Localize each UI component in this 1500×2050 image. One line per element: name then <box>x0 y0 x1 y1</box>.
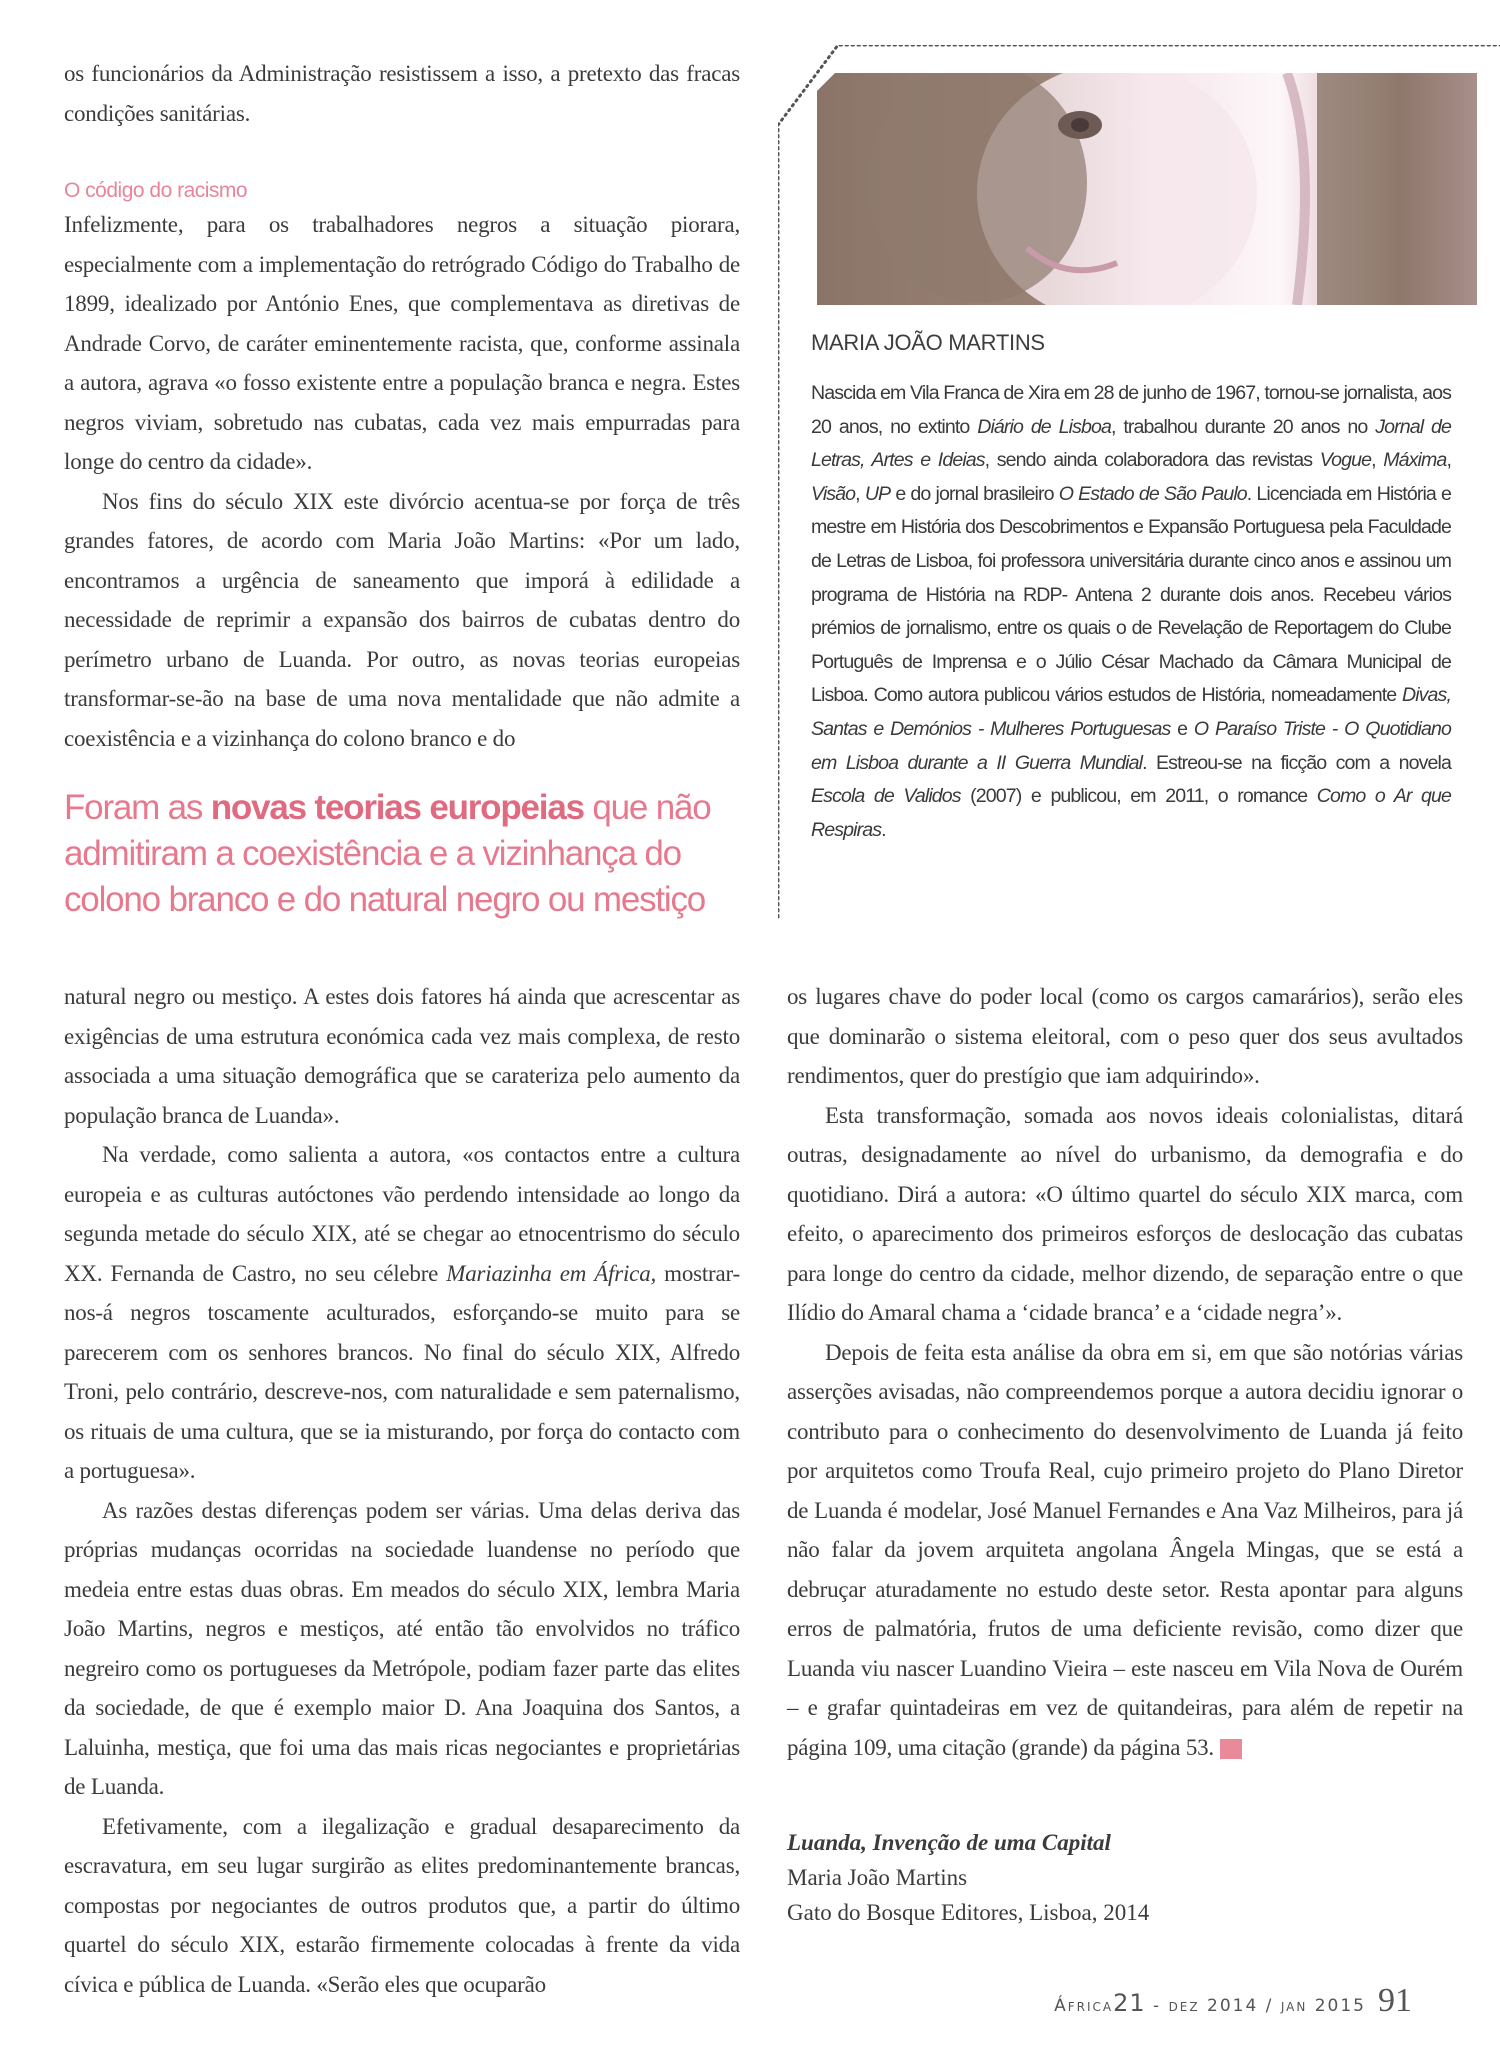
bio-text: . <box>881 818 886 841</box>
publication-title: Como o Ar que Respiras <box>811 785 1452 841</box>
intro-paragraph: os funcionários da Administração resistissem a isso, a pretexto das fracas condições sanitárias. <box>64 61 740 126</box>
page-number: 91 <box>1378 1982 1412 2019</box>
publication-title: Vogue <box>1319 449 1372 472</box>
body-text: Depois de feita esta análise da obra em si, em que são notórias várias asserções avisadas, não compreendemos porque a autora decidiu ignorar o contributo para o conhecimento do desenvolvimento de Luanda já feito por arquitetos como Troufa Real, cujo primeiro projeto do Plano Diretor de Luanda é modelar, José Manuel Fernandes e Ana Vaz Milheiros, para já não falar da jovem arquiteta angolana Ângela Mingas, que se está a debruçar aturadamente no estudo deste setor. Resta apontar para alguns erros de palmatória, frutos de uma deficiente revisão, como dizer que Luanda viu nascer Luandino Vieira – este nasceu em Vila Nova de Ourém – e grafar quintadeiras em vez de quitandeiras, para além de repetir na página 109, uma citação (grande) da página 53. <box>787 1339 1463 1760</box>
magazine-name: África <box>1054 1996 1114 2016</box>
pull-quote-rest: que não admitiram a coexistência e a vizinhança do colono branco e do natural negro ou mestiço <box>64 788 711 919</box>
book-reference <box>787 1825 1149 1930</box>
article-column-left-top <box>64 54 740 758</box>
publication-title: Visão <box>811 482 856 505</box>
body-text: mostrar-nos-á negros toscamente aculturados, esforçando-se muito para se parecerem com os senhores brancos. No final do século XIX, Alfredo Troni, pelo contrário, descreve-nos, com naturalidade e sem paternalismo, os rituais de uma cultura, que se ia misturando, por força do contacto com a portuguesa». <box>64 1260 740 1483</box>
section-subheading: O código do racismo <box>64 179 248 202</box>
bio-text: , <box>855 482 865 505</box>
body-paragraph: Nos fins do século XIX este divórcio acentua-se por força de três grandes fatores, de acordo com Maria João Martins: «Por um lado, encontramos a urgência de saneamento que imporá à edilidade a necessidade de reprimir a expansão dos bairros de cubatas dentro do perímetro urbano de Luanda. Por outro, as novas teorias europeias transformar-se-ão na base de uma nova mentalidade que não admite a coexistência e a vizinhança do colono branco e do <box>64 488 740 751</box>
pull-quote <box>64 785 754 923</box>
author-bio <box>811 377 1451 847</box>
body-paragraph: Infelizmente, para os trabalhadores negros a situação piorara, especialmente com a implementação do retrógrado Código do Trabalho de 1899, idealizado por António Enes, que complementava as diretivas de Andrade Corvo, de caráter eminentemente racista, que, conforme assinala a autora, agrava «o fosso existente entre a população branca e negra. Estes negros viviam, sobretudo nas cubatas, cada vez mais empurradas para longe do centro da cidade». <box>64 212 740 474</box>
bio-text: e <box>1170 717 1194 740</box>
bio-text: Nascida em Vila Franca de Xira em 28 de junho de 1967, tornou-se jornalista, aos 20 anos, no extinto <box>811 382 1451 438</box>
body-paragraph: os lugares chave do poder local (como os cargos camarários), serão eles que dominarão o sistema eleitoral, com o peso quer dos seus avultados rendimentos, quer do prestígio que iam adquirindo». <box>787 984 1463 1088</box>
publication-title: O Estado de São Paulo <box>1058 482 1247 505</box>
book-publisher: Gato do Bosque Editores, Lisboa, 2014 <box>787 1900 1150 1925</box>
magazine-issue <box>1054 1989 1366 2017</box>
bio-text: e do jornal brasileiro <box>890 482 1059 505</box>
page-footer <box>1054 1982 1412 2020</box>
publication-title: Escola de Validos <box>811 785 961 808</box>
pull-quote-lead: Foram as <box>64 788 211 827</box>
africa21-logo-icon: A <box>1220 1739 1242 1759</box>
bio-text: , <box>1446 449 1451 472</box>
publication-title: Máxima <box>1383 449 1447 472</box>
body-paragraph: natural negro ou mestiço. A estes dois fatores há ainda que acrescentar as exigências de uma estrutura económica cada vez mais complexa, de resto associada a uma situação demográfica que se carateriza pelo aumento da população branca de Luanda». <box>64 984 740 1128</box>
body-text: Na verdade, como salienta a autora, «os contactos entre a cultura europeia e as culturas autóctones vão perdendo intensidade ao longo da segunda metade do século XIX, até se chegar ao etnocentrismo do século XX. Fernanda de Castro, no seu célebre <box>64 1142 740 1286</box>
publication-title: Diário de Lisboa <box>977 415 1111 438</box>
issue-date: - dez 2014 / jan 2015 <box>1145 1996 1366 2016</box>
pull-quote-emphasis: novas teorias europeias <box>210 788 584 827</box>
bio-text: , <box>1371 449 1384 472</box>
author-photo <box>817 73 1477 305</box>
portrait-image <box>817 73 1477 305</box>
bio-text: , trabalhou durante 20 anos no <box>1110 415 1376 438</box>
author-name: MARIA JOÃO MARTINS <box>811 330 1045 355</box>
body-paragraph: As razões destas diferenças podem ser várias. Uma delas deriva das próprias mudanças ocorridas na sociedade luandense no período que medeia entre estas duas obras. Em meados do século XIX, lembra Maria João Martins, negros e mestiços, até então tão envolvidos no tráfico negreiro como os portugueses da Metrópole, podiam fazer parte das elites da sociedade, de que é exemplo maior D. Ana Joaquina dos Santos, a Laluinha, mestiça, que foi uma das mais ricas negociantes e proprietárias de Luanda. <box>64 1497 740 1799</box>
publication-title: Divas, Santas e Demónios - Mulheres Portuguesas <box>811 684 1451 740</box>
bio-text: . Estreou-se na ficção com a novela <box>1142 751 1451 774</box>
bio-text: (2007) e publicou, em 2011, o romance <box>960 785 1317 808</box>
body-paragraph <box>787 1333 1463 1768</box>
bio-text: , sendo ainda colaboradora das revistas <box>984 449 1320 472</box>
article-column-right-bottom <box>787 977 1463 1767</box>
bio-text: . Licenciada em História e mestre em História dos Descobrimentos e Expansão Portuguesa pela Faculdade de Letras de Lisboa, foi professora universitária durante cinco anos e assinou um programa de História na RDP- Antena 2 durante dois anos. Recebeu vários prémios de jornalismo, entre os quais o de Revelação de Reportagem do Clube Português de Imprensa e o Júlio César Machado da Câmara Municipal de Lisboa. Como autora publicou vários estudos de História, nomeadamente <box>811 482 1451 707</box>
book-author: Maria João Martins <box>787 1865 968 1890</box>
body-paragraph: Esta transformação, somada aos novos ideais colonialistas, ditará outras, designadamente ao nível do urbanismo, da demografia e do quotidiano. Dirá a autora: «O último quartel do século XIX marca, com efeito, o aparecimento dos primeiros esforços de deslocação das cubatas para longe do centro da cidade, melhor dizendo, de separação entre o que Ilídio do Amaral chama a ‘cidade branca’ e a ‘cidade negra’». <box>787 1102 1463 1325</box>
body-paragraph: Efetivamente, com a ilegalização e gradual desaparecimento da escravatura, em seu lugar surgirão as elites predominantemente brancas, compostas por negociantes de outros produtos que, a partir do último quartel do século XIX, estarão firmemente colocadas à frente da vida cívica e pública de Luanda. «Serão eles que ocuparão <box>64 1813 740 1997</box>
publication-title: UP <box>864 482 891 505</box>
publication-title: Jornal de Letras, Artes e Ideias <box>811 415 1451 472</box>
book-title-mention: Mariazinha em África, <box>446 1260 657 1286</box>
magazine-number: 21 <box>1113 1989 1146 2017</box>
body-paragraph <box>64 1135 740 1491</box>
book-title: Luanda, Invenção de uma Capital <box>787 1830 1111 1855</box>
publication-title: O Paraíso Triste - O Quotidiano em Lisboa durante a II Guerra Mundial <box>811 717 1452 774</box>
article-column-left-bottom <box>64 977 740 2004</box>
